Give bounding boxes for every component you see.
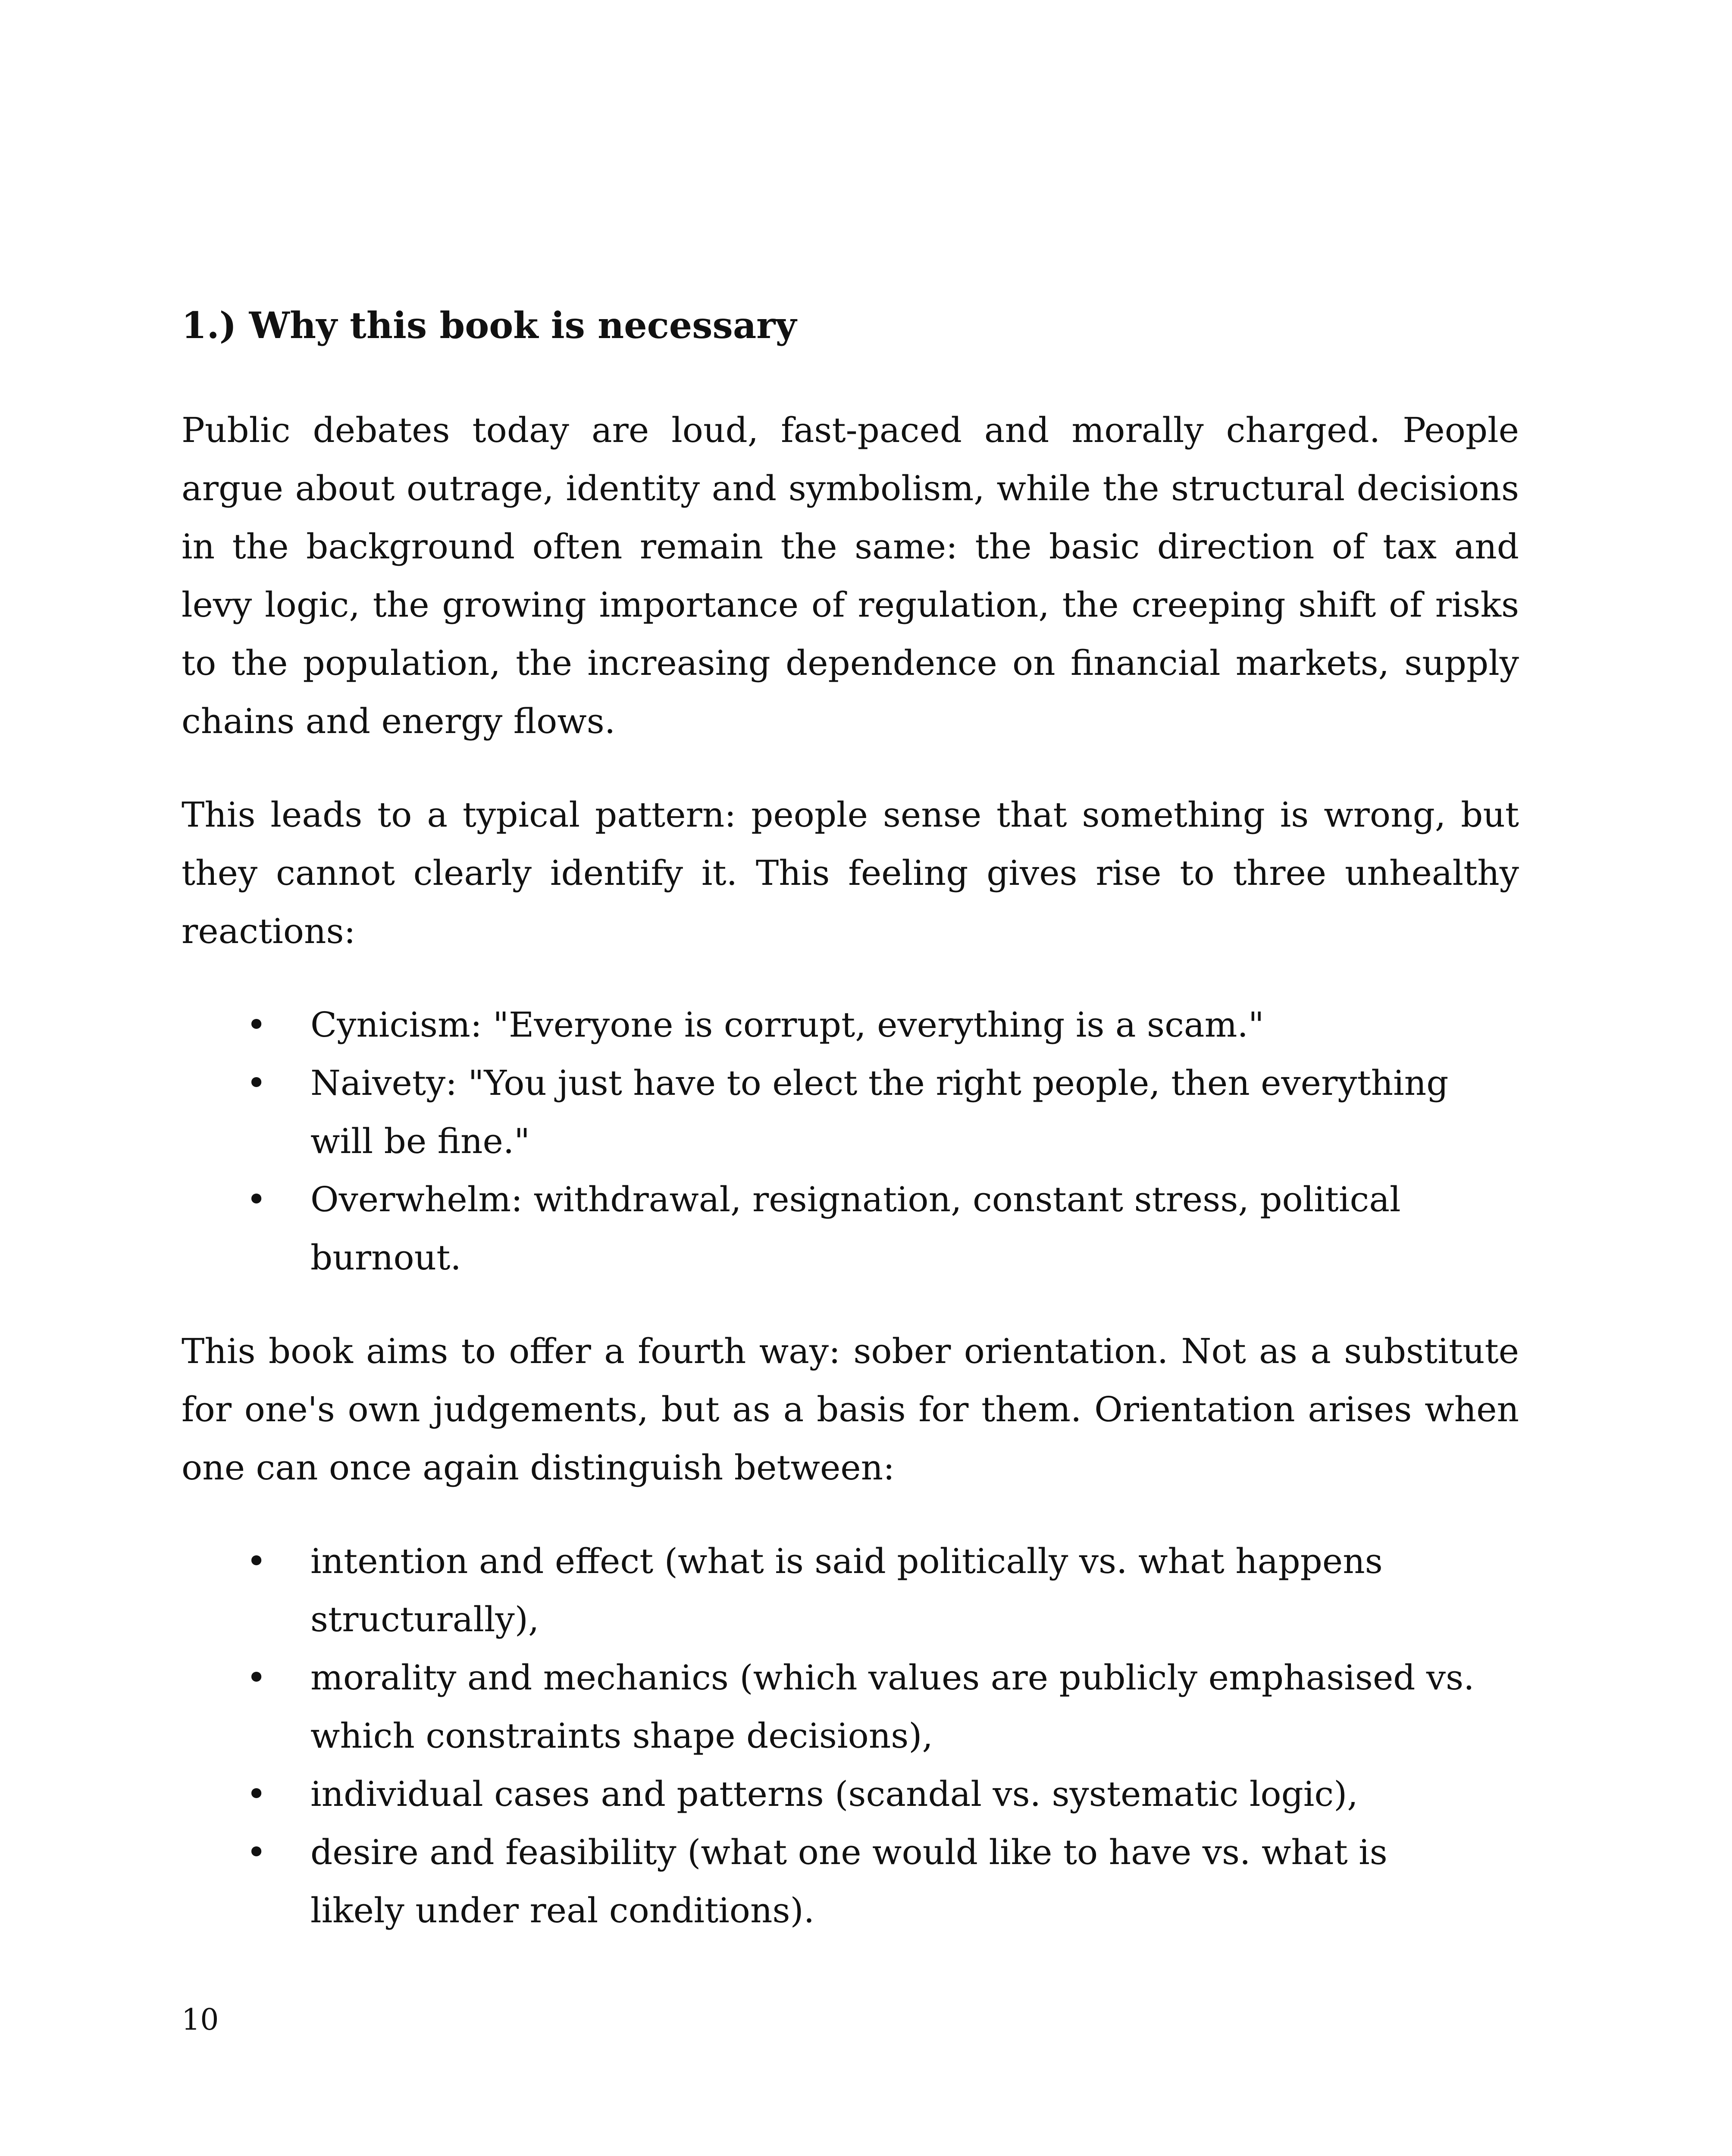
page-number: 10	[182, 2003, 219, 2037]
section-heading: 1.) Why this book is necessary	[182, 304, 797, 347]
bullet-icon: •	[246, 1832, 267, 1872]
list-item-text: Cynicism: "Everyone is corrupt, everything is a scam."	[310, 1005, 1264, 1045]
page-content	[182, 302, 1519, 1975]
bullet-icon: •	[246, 1179, 267, 1219]
list-item	[182, 1170, 1475, 1287]
reactions-list	[182, 996, 1519, 1287]
list-item-text: Naivety: "You just have to elect the right people, then everything will be fine."	[310, 1063, 1449, 1161]
paragraph: This leads to a typical pattern: people sense that something is wrong, but they cannot clearly identify it. This feeling gives rise to three unhealthy reactions:	[182, 795, 1519, 951]
list-item-text: intention and effect (what is said politically vs. what happens structurally),	[310, 1541, 1383, 1639]
paragraph: This book aims to offer a fourth way: sober orientation. Not as a substitute for one's own judgements, but as a basis for them. Orientation arises when one can once again distinguish between:	[182, 1331, 1519, 1488]
bullet-icon: •	[246, 1774, 267, 1814]
list-item	[182, 1532, 1475, 1648]
list-item	[182, 1765, 1475, 1823]
list-item-text: morality and mechanics (which values are publicly emphasised vs. which constraints shape decisions),	[310, 1658, 1475, 1756]
paragraph: Public debates today are loud, fast-paced and morally charged. People argue about outrage, identity and symbolism, while the structural decisions in the background often remain the same: the basic direction of tax and levy logic, the growing importance of regulation, the creeping shift of risks to the population, the increasing dependence on financial markets, supply chains and energy flows.	[182, 410, 1519, 741]
bullet-icon: •	[246, 1063, 267, 1103]
list-item	[182, 1648, 1475, 1765]
list-item-text: Overwhelm: withdrawal, resignation, constant stress, political burnout.	[310, 1179, 1401, 1278]
list-item	[182, 1054, 1475, 1170]
bullet-icon: •	[246, 1005, 267, 1045]
list-item	[182, 1823, 1475, 1940]
bullet-icon: •	[246, 1541, 267, 1581]
list-item-text: individual cases and patterns (scandal vs. systematic logic),	[310, 1774, 1358, 1814]
distinctions-list	[182, 1532, 1519, 1940]
list-item	[182, 996, 1475, 1054]
bullet-icon: •	[246, 1658, 267, 1698]
list-item-text: desire and feasibility (what one would like to have vs. what is likely under real conditions).	[310, 1832, 1387, 1930]
